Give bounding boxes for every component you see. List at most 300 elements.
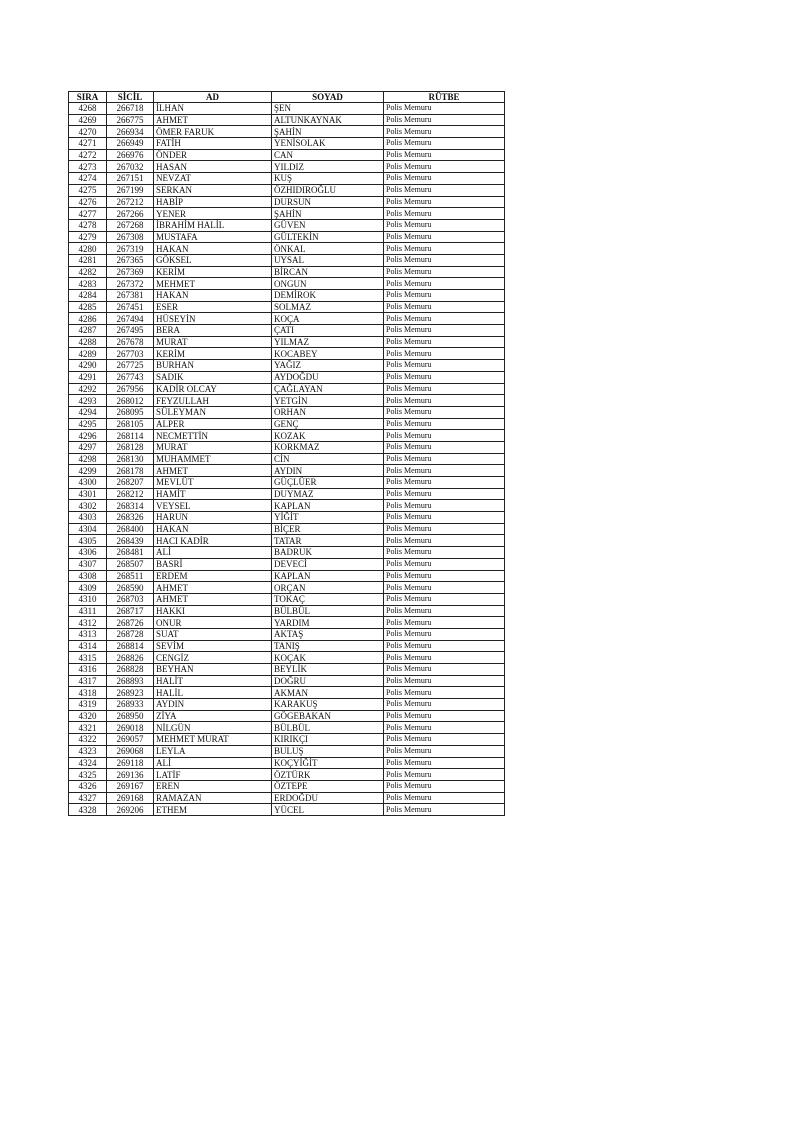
table-row	[69, 804, 505, 816]
table-row	[69, 231, 505, 243]
cell-rutbe: Polis Memuru	[384, 547, 505, 559]
cell-sicil: 266775	[107, 114, 154, 126]
cell-sicil: 267369	[107, 266, 154, 278]
cell-rutbe: Polis Memuru	[384, 418, 505, 430]
cell-sira: 4272	[69, 149, 107, 161]
cell-sira: 4316	[69, 664, 107, 676]
cell-sicil: 268814	[107, 640, 154, 652]
cell-soyad: SOLMAZ	[272, 301, 384, 313]
cell-sicil: 269118	[107, 757, 154, 769]
table-row	[69, 617, 505, 629]
cell-rutbe: Polis Memuru	[384, 149, 505, 161]
table-row	[69, 570, 505, 582]
cell-sira: 4304	[69, 523, 107, 535]
cell-rutbe: Polis Memuru	[384, 371, 505, 383]
cell-soyad: KARAKUŞ	[272, 699, 384, 711]
cell-ad: BASRİ	[154, 558, 272, 570]
cell-soyad: KORKMAZ	[272, 441, 384, 453]
cell-sicil: 268130	[107, 453, 154, 465]
cell-sira: 4283	[69, 278, 107, 290]
cell-sira: 4273	[69, 161, 107, 173]
table-row	[69, 488, 505, 500]
cell-sira: 4326	[69, 780, 107, 792]
cell-sicil: 268326	[107, 512, 154, 524]
cell-soyad: GENÇ	[272, 418, 384, 430]
cell-rutbe: Polis Memuru	[384, 290, 505, 302]
cell-soyad: ONGUN	[272, 278, 384, 290]
cell-sicil: 267151	[107, 173, 154, 185]
table-row	[69, 441, 505, 453]
cell-ad: ERDEM	[154, 570, 272, 582]
cell-sicil: 268012	[107, 395, 154, 407]
cell-sira: 4280	[69, 243, 107, 255]
cell-sicil: 267451	[107, 301, 154, 313]
table-row	[69, 769, 505, 781]
table-row	[69, 453, 505, 465]
table-row	[69, 500, 505, 512]
cell-sira: 4296	[69, 430, 107, 442]
cell-sicil: 267678	[107, 336, 154, 348]
table-row	[69, 290, 505, 302]
cell-sicil: 268314	[107, 500, 154, 512]
cell-rutbe: Polis Memuru	[384, 500, 505, 512]
cell-rutbe: Polis Memuru	[384, 395, 505, 407]
cell-sicil: 268728	[107, 628, 154, 640]
table-header-row	[69, 92, 505, 103]
table-row	[69, 313, 505, 325]
table-row	[69, 278, 505, 290]
cell-rutbe: Polis Memuru	[384, 617, 505, 629]
table-row	[69, 628, 505, 640]
cell-rutbe: Polis Memuru	[384, 383, 505, 395]
cell-soyad: KAPLAN	[272, 570, 384, 582]
personnel-table	[68, 91, 505, 816]
cell-soyad: ORÇAN	[272, 582, 384, 594]
cell-sicil: 268933	[107, 699, 154, 711]
cell-soyad: ÖZTÜRK	[272, 769, 384, 781]
table-row	[69, 149, 505, 161]
cell-rutbe: Polis Memuru	[384, 570, 505, 582]
table-row	[69, 418, 505, 430]
cell-soyad: YENİSOLAK	[272, 138, 384, 150]
cell-sira: 4324	[69, 757, 107, 769]
table-row	[69, 266, 505, 278]
cell-soyad: AKTAŞ	[272, 628, 384, 640]
cell-soyad: YETGİN	[272, 395, 384, 407]
cell-sicil: 268923	[107, 687, 154, 699]
table-row	[69, 792, 505, 804]
cell-ad: GÖKSEL	[154, 254, 272, 266]
table-row	[69, 219, 505, 231]
cell-sicil: 268703	[107, 593, 154, 605]
cell-ad: NEVZAT	[154, 173, 272, 185]
cell-sira: 4301	[69, 488, 107, 500]
table-row	[69, 652, 505, 664]
cell-soyad: ÇATI	[272, 325, 384, 337]
cell-sicil: 268207	[107, 477, 154, 489]
cell-ad: HASAN	[154, 161, 272, 173]
cell-ad: NİLGÜN	[154, 722, 272, 734]
cell-ad: HAKAN	[154, 290, 272, 302]
cell-soyad: UYSAL	[272, 254, 384, 266]
cell-ad: HACI KADİR	[154, 535, 272, 547]
cell-sicil: 268439	[107, 535, 154, 547]
cell-sicil: 268400	[107, 523, 154, 535]
cell-sira: 4277	[69, 208, 107, 220]
cell-soyad: BÜLBÜL	[272, 722, 384, 734]
table-row	[69, 371, 505, 383]
cell-ad: AHMET	[154, 465, 272, 477]
cell-ad: KADİR OLCAY	[154, 383, 272, 395]
cell-sira: 4312	[69, 617, 107, 629]
cell-ad: FATİH	[154, 138, 272, 150]
cell-sira: 4310	[69, 593, 107, 605]
cell-sira: 4268	[69, 103, 107, 115]
cell-rutbe: Polis Memuru	[384, 138, 505, 150]
cell-sicil: 268726	[107, 617, 154, 629]
cell-ad: KERİM	[154, 266, 272, 278]
cell-rutbe: Polis Memuru	[384, 114, 505, 126]
table-row	[69, 640, 505, 652]
cell-ad: AHMET	[154, 593, 272, 605]
cell-ad: MURAT	[154, 441, 272, 453]
cell-soyad: ERDOĞDU	[272, 792, 384, 804]
cell-rutbe: Polis Memuru	[384, 219, 505, 231]
cell-sira: 4323	[69, 745, 107, 757]
table-row	[69, 184, 505, 196]
cell-soyad: YARDIM	[272, 617, 384, 629]
cell-ad: HAKAN	[154, 523, 272, 535]
cell-ad: ZİYA	[154, 710, 272, 722]
cell-ad: AHMET	[154, 582, 272, 594]
cell-sicil: 266976	[107, 149, 154, 161]
header-sicil: SİCİL	[107, 92, 154, 103]
table-row	[69, 336, 505, 348]
header-ad: AD	[154, 92, 272, 103]
cell-ad: MEHMET MURAT	[154, 734, 272, 746]
cell-sicil: 269168	[107, 792, 154, 804]
cell-soyad: ÇAĞLAYAN	[272, 383, 384, 395]
cell-rutbe: Polis Memuru	[384, 465, 505, 477]
cell-sira: 4318	[69, 687, 107, 699]
table-row	[69, 208, 505, 220]
cell-sicil: 268826	[107, 652, 154, 664]
cell-rutbe: Polis Memuru	[384, 348, 505, 360]
cell-sira: 4276	[69, 196, 107, 208]
cell-sira: 4288	[69, 336, 107, 348]
cell-sira: 4306	[69, 547, 107, 559]
cell-soyad: CAN	[272, 149, 384, 161]
cell-rutbe: Polis Memuru	[384, 745, 505, 757]
cell-ad: HARUN	[154, 512, 272, 524]
cell-rutbe: Polis Memuru	[384, 103, 505, 115]
cell-ad: HABİP	[154, 196, 272, 208]
cell-rutbe: Polis Memuru	[384, 593, 505, 605]
cell-sira: 4297	[69, 441, 107, 453]
cell-sira: 4282	[69, 266, 107, 278]
cell-soyad: KOÇA	[272, 313, 384, 325]
cell-soyad: BÜLBÜL	[272, 605, 384, 617]
table-row	[69, 547, 505, 559]
cell-sicil: 266718	[107, 103, 154, 115]
cell-sicil: 268481	[107, 547, 154, 559]
table-row	[69, 687, 505, 699]
cell-ad: HAMİT	[154, 488, 272, 500]
cell-soyad: ÖNKAL	[272, 243, 384, 255]
cell-soyad: TATAR	[272, 535, 384, 547]
cell-sicil: 269167	[107, 780, 154, 792]
cell-ad: ÖMER FARUK	[154, 126, 272, 138]
cell-rutbe: Polis Memuru	[384, 640, 505, 652]
cell-sicil: 269136	[107, 769, 154, 781]
cell-sicil: 267381	[107, 290, 154, 302]
cell-sicil: 268717	[107, 605, 154, 617]
cell-soyad: KOÇYİĞİT	[272, 757, 384, 769]
cell-ad: KERİM	[154, 348, 272, 360]
table-row	[69, 523, 505, 535]
cell-rutbe: Polis Memuru	[384, 757, 505, 769]
cell-ad: YENER	[154, 208, 272, 220]
table-row	[69, 605, 505, 617]
cell-ad: MUHAMMET	[154, 453, 272, 465]
cell-soyad: AKMAN	[272, 687, 384, 699]
cell-sira: 4319	[69, 699, 107, 711]
cell-rutbe: Polis Memuru	[384, 535, 505, 547]
cell-sira: 4314	[69, 640, 107, 652]
cell-sicil: 268507	[107, 558, 154, 570]
table-row	[69, 675, 505, 687]
table-row	[69, 138, 505, 150]
cell-ad: HALİT	[154, 675, 272, 687]
cell-sicil: 268828	[107, 664, 154, 676]
table-row	[69, 161, 505, 173]
table-row	[69, 535, 505, 547]
table-row	[69, 582, 505, 594]
cell-soyad: TOKAÇ	[272, 593, 384, 605]
cell-ad: SUAT	[154, 628, 272, 640]
cell-ad: SEVİM	[154, 640, 272, 652]
cell-sira: 4291	[69, 371, 107, 383]
cell-soyad: GÜLTEKİN	[272, 231, 384, 243]
cell-sicil: 268178	[107, 465, 154, 477]
cell-rutbe: Polis Memuru	[384, 687, 505, 699]
table-row	[69, 348, 505, 360]
cell-soyad: BEYLİK	[272, 664, 384, 676]
table-row	[69, 664, 505, 676]
cell-sicil: 269057	[107, 734, 154, 746]
table-row	[69, 745, 505, 757]
cell-sicil: 268128	[107, 441, 154, 453]
table-row	[69, 780, 505, 792]
cell-soyad: TANIŞ	[272, 640, 384, 652]
cell-sira: 4321	[69, 722, 107, 734]
cell-rutbe: Polis Memuru	[384, 453, 505, 465]
table-row	[69, 301, 505, 313]
cell-rutbe: Polis Memuru	[384, 628, 505, 640]
cell-ad: MEHMET	[154, 278, 272, 290]
cell-sira: 4284	[69, 290, 107, 302]
cell-sicil: 267494	[107, 313, 154, 325]
cell-sicil: 268590	[107, 582, 154, 594]
cell-rutbe: Polis Memuru	[384, 360, 505, 372]
cell-soyad: CİN	[272, 453, 384, 465]
cell-rutbe: Polis Memuru	[384, 582, 505, 594]
header-sira: SIRA	[69, 92, 107, 103]
cell-ad: ALİ	[154, 547, 272, 559]
cell-rutbe: Polis Memuru	[384, 804, 505, 816]
cell-ad: ALİ	[154, 757, 272, 769]
cell-ad: VEYSEL	[154, 500, 272, 512]
cell-ad: ONUR	[154, 617, 272, 629]
cell-rutbe: Polis Memuru	[384, 336, 505, 348]
cell-sicil: 269018	[107, 722, 154, 734]
cell-rutbe: Polis Memuru	[384, 523, 505, 535]
cell-sira: 4298	[69, 453, 107, 465]
table-row	[69, 126, 505, 138]
table-row	[69, 558, 505, 570]
cell-sira: 4289	[69, 348, 107, 360]
cell-rutbe: Polis Memuru	[384, 278, 505, 290]
cell-sira: 4308	[69, 570, 107, 582]
cell-soyad: BİÇER	[272, 523, 384, 535]
cell-soyad: GÜVEN	[272, 219, 384, 231]
cell-ad: LATİF	[154, 769, 272, 781]
cell-sicil: 267212	[107, 196, 154, 208]
cell-sicil: 268511	[107, 570, 154, 582]
cell-rutbe: Polis Memuru	[384, 652, 505, 664]
cell-sira: 4286	[69, 313, 107, 325]
cell-soyad: KAPLAN	[272, 500, 384, 512]
table-row	[69, 710, 505, 722]
cell-sira: 4290	[69, 360, 107, 372]
cell-rutbe: Polis Memuru	[384, 780, 505, 792]
cell-soyad: ALTUNKAYNAK	[272, 114, 384, 126]
cell-rutbe: Polis Memuru	[384, 208, 505, 220]
table-row	[69, 383, 505, 395]
cell-sira: 4303	[69, 512, 107, 524]
cell-soyad: DEVECİ	[272, 558, 384, 570]
cell-sicil: 267956	[107, 383, 154, 395]
cell-soyad: YİĞİT	[272, 512, 384, 524]
cell-soyad: KOÇAK	[272, 652, 384, 664]
cell-sira: 4309	[69, 582, 107, 594]
cell-sira: 4279	[69, 231, 107, 243]
cell-rutbe: Polis Memuru	[384, 243, 505, 255]
cell-sira: 4299	[69, 465, 107, 477]
cell-rutbe: Polis Memuru	[384, 605, 505, 617]
cell-sicil: 267743	[107, 371, 154, 383]
cell-rutbe: Polis Memuru	[384, 231, 505, 243]
cell-ad: MURAT	[154, 336, 272, 348]
cell-soyad: DOĞRU	[272, 675, 384, 687]
cell-rutbe: Polis Memuru	[384, 488, 505, 500]
cell-sira: 4320	[69, 710, 107, 722]
cell-rutbe: Polis Memuru	[384, 722, 505, 734]
cell-ad: FEYZULLAH	[154, 395, 272, 407]
cell-sira: 4275	[69, 184, 107, 196]
cell-soyad: AYDOĞDU	[272, 371, 384, 383]
cell-ad: İBRAHİM HALİL	[154, 219, 272, 231]
cell-sicil: 267266	[107, 208, 154, 220]
cell-ad: SADIK	[154, 371, 272, 383]
cell-ad: MUSTAFA	[154, 231, 272, 243]
cell-soyad: DEMİROK	[272, 290, 384, 302]
table-row	[69, 406, 505, 418]
cell-sira: 4278	[69, 219, 107, 231]
cell-rutbe: Polis Memuru	[384, 301, 505, 313]
cell-rutbe: Polis Memuru	[384, 430, 505, 442]
header-soyad: SOYAD	[272, 92, 384, 103]
cell-rutbe: Polis Memuru	[384, 173, 505, 185]
cell-rutbe: Polis Memuru	[384, 769, 505, 781]
cell-ad: BERA	[154, 325, 272, 337]
cell-sira: 4325	[69, 769, 107, 781]
table-row	[69, 465, 505, 477]
cell-soyad: BULUŞ	[272, 745, 384, 757]
table-row	[69, 430, 505, 442]
cell-sicil: 266949	[107, 138, 154, 150]
table-row	[69, 196, 505, 208]
cell-soyad: ÖZTEPE	[272, 780, 384, 792]
cell-rutbe: Polis Memuru	[384, 664, 505, 676]
table-row	[69, 477, 505, 489]
cell-soyad: YAĞIZ	[272, 360, 384, 372]
cell-ad: ÖNDER	[154, 149, 272, 161]
cell-sicil: 268114	[107, 430, 154, 442]
cell-soyad: GÜÇLÜER	[272, 477, 384, 489]
cell-ad: HAKAN	[154, 243, 272, 255]
cell-soyad: KIRIKÇI	[272, 734, 384, 746]
cell-sira: 4311	[69, 605, 107, 617]
cell-rutbe: Polis Memuru	[384, 477, 505, 489]
cell-sira: 4305	[69, 535, 107, 547]
cell-soyad: ÖZHIDIROĞLU	[272, 184, 384, 196]
cell-sira: 4313	[69, 628, 107, 640]
cell-sira: 4269	[69, 114, 107, 126]
cell-ad: BURHAN	[154, 360, 272, 372]
table-row	[69, 325, 505, 337]
cell-sira: 4293	[69, 395, 107, 407]
cell-sicil: 267268	[107, 219, 154, 231]
cell-sicil: 267319	[107, 243, 154, 255]
cell-soyad: KOCABEY	[272, 348, 384, 360]
cell-sira: 4287	[69, 325, 107, 337]
header-rutbe: RÜTBE	[384, 92, 505, 103]
cell-soyad: YILMAZ	[272, 336, 384, 348]
table-row	[69, 593, 505, 605]
cell-sira: 4302	[69, 500, 107, 512]
cell-rutbe: Polis Memuru	[384, 512, 505, 524]
table-row	[69, 103, 505, 115]
cell-sicil: 267032	[107, 161, 154, 173]
cell-sira: 4315	[69, 652, 107, 664]
table-row	[69, 254, 505, 266]
cell-ad: HAKKI	[154, 605, 272, 617]
cell-ad: SÜLEYMAN	[154, 406, 272, 418]
cell-sira: 4322	[69, 734, 107, 746]
cell-rutbe: Polis Memuru	[384, 196, 505, 208]
cell-sira: 4274	[69, 173, 107, 185]
cell-rutbe: Polis Memuru	[384, 161, 505, 173]
cell-soyad: AYDIN	[272, 465, 384, 477]
table-row	[69, 757, 505, 769]
cell-sira: 4328	[69, 804, 107, 816]
cell-sicil: 268950	[107, 710, 154, 722]
cell-ad: BEYHAN	[154, 664, 272, 676]
cell-rutbe: Polis Memuru	[384, 126, 505, 138]
cell-soyad: BİRCAN	[272, 266, 384, 278]
table-row	[69, 395, 505, 407]
